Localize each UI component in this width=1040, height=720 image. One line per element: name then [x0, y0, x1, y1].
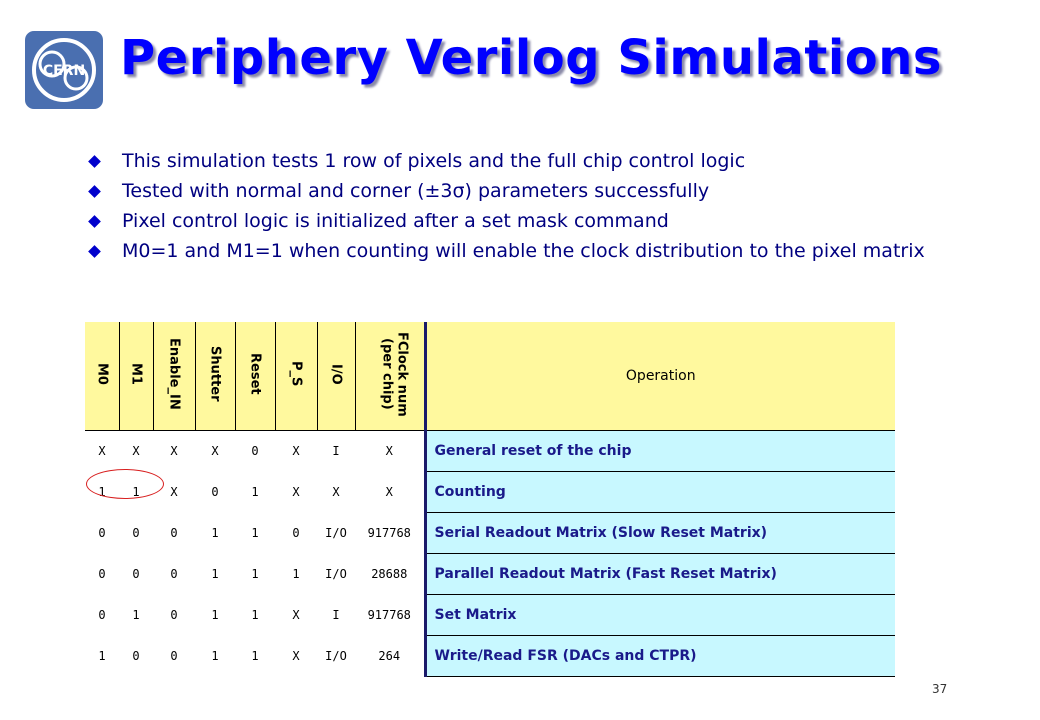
- table-cell: I: [317, 595, 355, 636]
- bullet-item: [90, 210, 930, 233]
- bullet-text: M0=1 and M1=1 when counting will enable the clock distribution to the pixel matrix: [122, 240, 925, 262]
- operation-cell: Serial Readout Matrix (Slow Reset Matrix): [425, 513, 895, 554]
- table-cell: 28688: [355, 554, 425, 595]
- operation-cell: Write/Read FSR (DACs and CTPR): [425, 636, 895, 677]
- header-cell: Enable_IN: [153, 322, 195, 431]
- bullet-text: Tested with normal and corner (±3σ) parameters successfully: [122, 180, 710, 202]
- bullet-item: [90, 150, 930, 173]
- table-cell: 1: [195, 554, 235, 595]
- table-cell: 917768: [355, 595, 425, 636]
- table-cell: 0: [153, 554, 195, 595]
- table-cell: 1: [235, 472, 275, 513]
- table-cell: X: [355, 431, 425, 472]
- table-cell: 0: [85, 554, 119, 595]
- table-row: [85, 513, 895, 554]
- table-cell: 1: [235, 636, 275, 677]
- table-cell: X: [275, 636, 317, 677]
- bullet-text: This simulation tests 1 row of pixels and the full chip control logic: [122, 150, 746, 172]
- bullet-item: [90, 240, 930, 263]
- header-cell: Reset: [235, 322, 275, 431]
- table-cell: 0: [153, 636, 195, 677]
- table-cell: 1: [195, 636, 235, 677]
- table-cell: 1: [195, 595, 235, 636]
- table-cell: 1: [119, 595, 153, 636]
- table-cell: X: [275, 472, 317, 513]
- table-cell: 0: [119, 513, 153, 554]
- table-cell: X: [153, 472, 195, 513]
- page-number: 37: [932, 682, 948, 696]
- table-cell: X: [85, 431, 119, 472]
- table-row: [85, 595, 895, 636]
- table-cell: 1: [85, 472, 119, 513]
- diamond-bullet-icon: [88, 245, 101, 258]
- table-cell: 0: [119, 554, 153, 595]
- header-cell: M1: [119, 322, 153, 431]
- operation-cell: General reset of the chip: [425, 431, 895, 472]
- table-cell: 1: [235, 595, 275, 636]
- table-cell: X: [317, 472, 355, 513]
- table-cell: 0: [153, 513, 195, 554]
- operation-table-wrap: [85, 322, 895, 677]
- table-cell: I/O: [317, 636, 355, 677]
- header-cell: M0: [85, 322, 119, 431]
- table-cell: 264: [355, 636, 425, 677]
- operation-cell: Counting: [425, 472, 895, 513]
- operation-table: [85, 322, 895, 677]
- table-cell: 1: [235, 513, 275, 554]
- header-cell: Shutter: [195, 322, 235, 431]
- table-cell: 1: [85, 636, 119, 677]
- diamond-bullet-icon: [88, 155, 101, 168]
- header-cell: FClock num (per chip): [355, 322, 425, 431]
- cern-logo: [22, 28, 106, 112]
- table-cell: 1: [119, 472, 153, 513]
- table-cell: X: [153, 431, 195, 472]
- table-cell: X: [275, 431, 317, 472]
- highlight-circle: [86, 469, 164, 499]
- diamond-bullet-icon: [88, 185, 101, 198]
- table-header-row: [85, 322, 895, 431]
- table-cell: 1: [275, 554, 317, 595]
- table-row: [85, 472, 895, 513]
- table-cell: 0: [275, 513, 317, 554]
- table-cell: I/O: [317, 513, 355, 554]
- table-cell: 1: [195, 513, 235, 554]
- bullet-text: Pixel control logic is initialized after a set mask command: [122, 210, 669, 232]
- table-cell: X: [275, 595, 317, 636]
- table-cell: 917768: [355, 513, 425, 554]
- table-cell: 0: [85, 595, 119, 636]
- table-cell: X: [195, 431, 235, 472]
- table-cell: 0: [195, 472, 235, 513]
- table-cell: 0: [153, 595, 195, 636]
- table-row: [85, 636, 895, 677]
- table-cell: 0: [235, 431, 275, 472]
- operation-cell: Set Matrix: [425, 595, 895, 636]
- table-cell: I/O: [317, 554, 355, 595]
- bullet-list: [90, 150, 930, 270]
- operation-cell: Parallel Readout Matrix (Fast Reset Matrix): [425, 554, 895, 595]
- cern-logo-text: CERN: [42, 63, 86, 79]
- table-row: [85, 431, 895, 472]
- table-cell: X: [355, 472, 425, 513]
- header-cell: I/O: [317, 322, 355, 431]
- table-cell: 0: [85, 513, 119, 554]
- bullet-item: [90, 180, 930, 203]
- diamond-bullet-icon: [88, 215, 101, 228]
- table-cell: I: [317, 431, 355, 472]
- table-cell: X: [119, 431, 153, 472]
- table-cell: 0: [119, 636, 153, 677]
- table-cell: 1: [235, 554, 275, 595]
- header-cell: P_S: [275, 322, 317, 431]
- table-row: [85, 554, 895, 595]
- slide-title: Periphery Verilog Simulations: [120, 30, 942, 86]
- header-cell-operation: Operation: [425, 322, 895, 431]
